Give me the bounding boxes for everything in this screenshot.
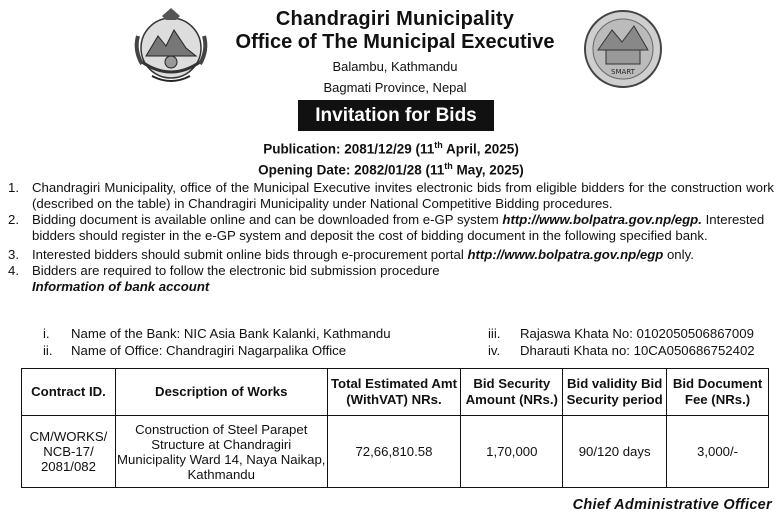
header [0, 0, 782, 140]
header-document-fee: Bid Document Fee (NRs.) [667, 369, 769, 416]
instructions-list [8, 180, 774, 295]
dharauti-khata-row: iv. Dharauti Khata no: 10CA050686752402 [488, 343, 755, 358]
list-item: 1. Chandragiri Municipality, office of the Municipal Executive invites electronic bids from eligible bidders for the construction work (described on the table) in Chandragiri Municipality under National Competitive Bidding procedures. [8, 180, 774, 211]
office-name: Office of The Municipal Executive [235, 31, 555, 53]
list-item: 2. Bidding document is available online and can be downloaded from e-GP system http://www.bolpatra.gov.np/egp. Interested bidders should register in the e-GP system and deposit the cost of bidding document in the following specified bank. [8, 212, 765, 243]
municipality-logo-icon [582, 8, 664, 90]
table-row [22, 416, 769, 488]
cell-estimated-amount: 72,66,810.58 [327, 416, 461, 488]
signature: Chief Administrative Officer [572, 497, 772, 513]
cell-document-fee: 3,000/- [667, 416, 769, 488]
opening-date: Opening Date: 2082/01/28 (11th May, 2025) [258, 160, 524, 177]
invitation-banner: Invitation for Bids [298, 100, 494, 131]
header-estimated-amount: Total Estimated Amt (WithVAT) NRs. [327, 369, 461, 416]
bid-table [21, 368, 769, 488]
bolpatra-link[interactable]: http://www.bolpatra.gov.np/egp. [502, 212, 702, 227]
logo-caption: SMART [611, 68, 635, 76]
list-item: 3. Interested bidders should submit online bids through e-procurement portal http://www.bolpatra.gov.np/egp only. [8, 247, 694, 262]
publication-date: Publication: 2081/12/29 (11th April, 2025) [263, 140, 519, 157]
cell-description: Construction of Steel Parapet Structure at Chandragiri Municipality Ward 14, Naya Naikap, Kathmandu [115, 416, 327, 488]
header-contract-id: Contract ID. [22, 369, 116, 416]
table-header-row [22, 369, 769, 416]
address-line-2: Bagmati Province, Nepal [323, 80, 467, 95]
nepal-emblem-icon [128, 6, 214, 88]
org-name: Chandragiri Municipality [275, 8, 515, 30]
header-bid-validity: Bid validity Bid Security period [563, 369, 667, 416]
cell-bid-validity: 90/120 days [563, 416, 667, 488]
address-line-1: Balambu, Kathmandu [332, 59, 458, 74]
rajaswa-khata-row: iii. Rajaswa Khata No: 0102050506867009 [488, 326, 754, 341]
bank-name-row: i. Name of the Bank: NIC Asia Bank Kalanki, Kathmandu [43, 326, 391, 341]
cell-bid-security: 1,70,000 [461, 416, 563, 488]
header-bid-security: Bid Security Amount (NRs.) [461, 369, 563, 416]
organization-block [210, 8, 580, 97]
list-item: 4. Bidders are required to follow the electronic bid submission procedure [8, 263, 440, 278]
bank-info-heading: Information of bank account [32, 279, 210, 294]
bank-heading-row [8, 279, 774, 295]
cell-contract-id: CM/WORKS/ NCB-17/ 2081/082 [22, 416, 116, 488]
egp-portal-link[interactable]: http://www.bolpatra.gov.np/egp [467, 247, 664, 262]
publication-dates [0, 137, 782, 178]
header-description: Description of Works [115, 369, 327, 416]
office-name-row: ii. Name of Office: Chandragiri Nagarpalika Office [43, 343, 347, 358]
